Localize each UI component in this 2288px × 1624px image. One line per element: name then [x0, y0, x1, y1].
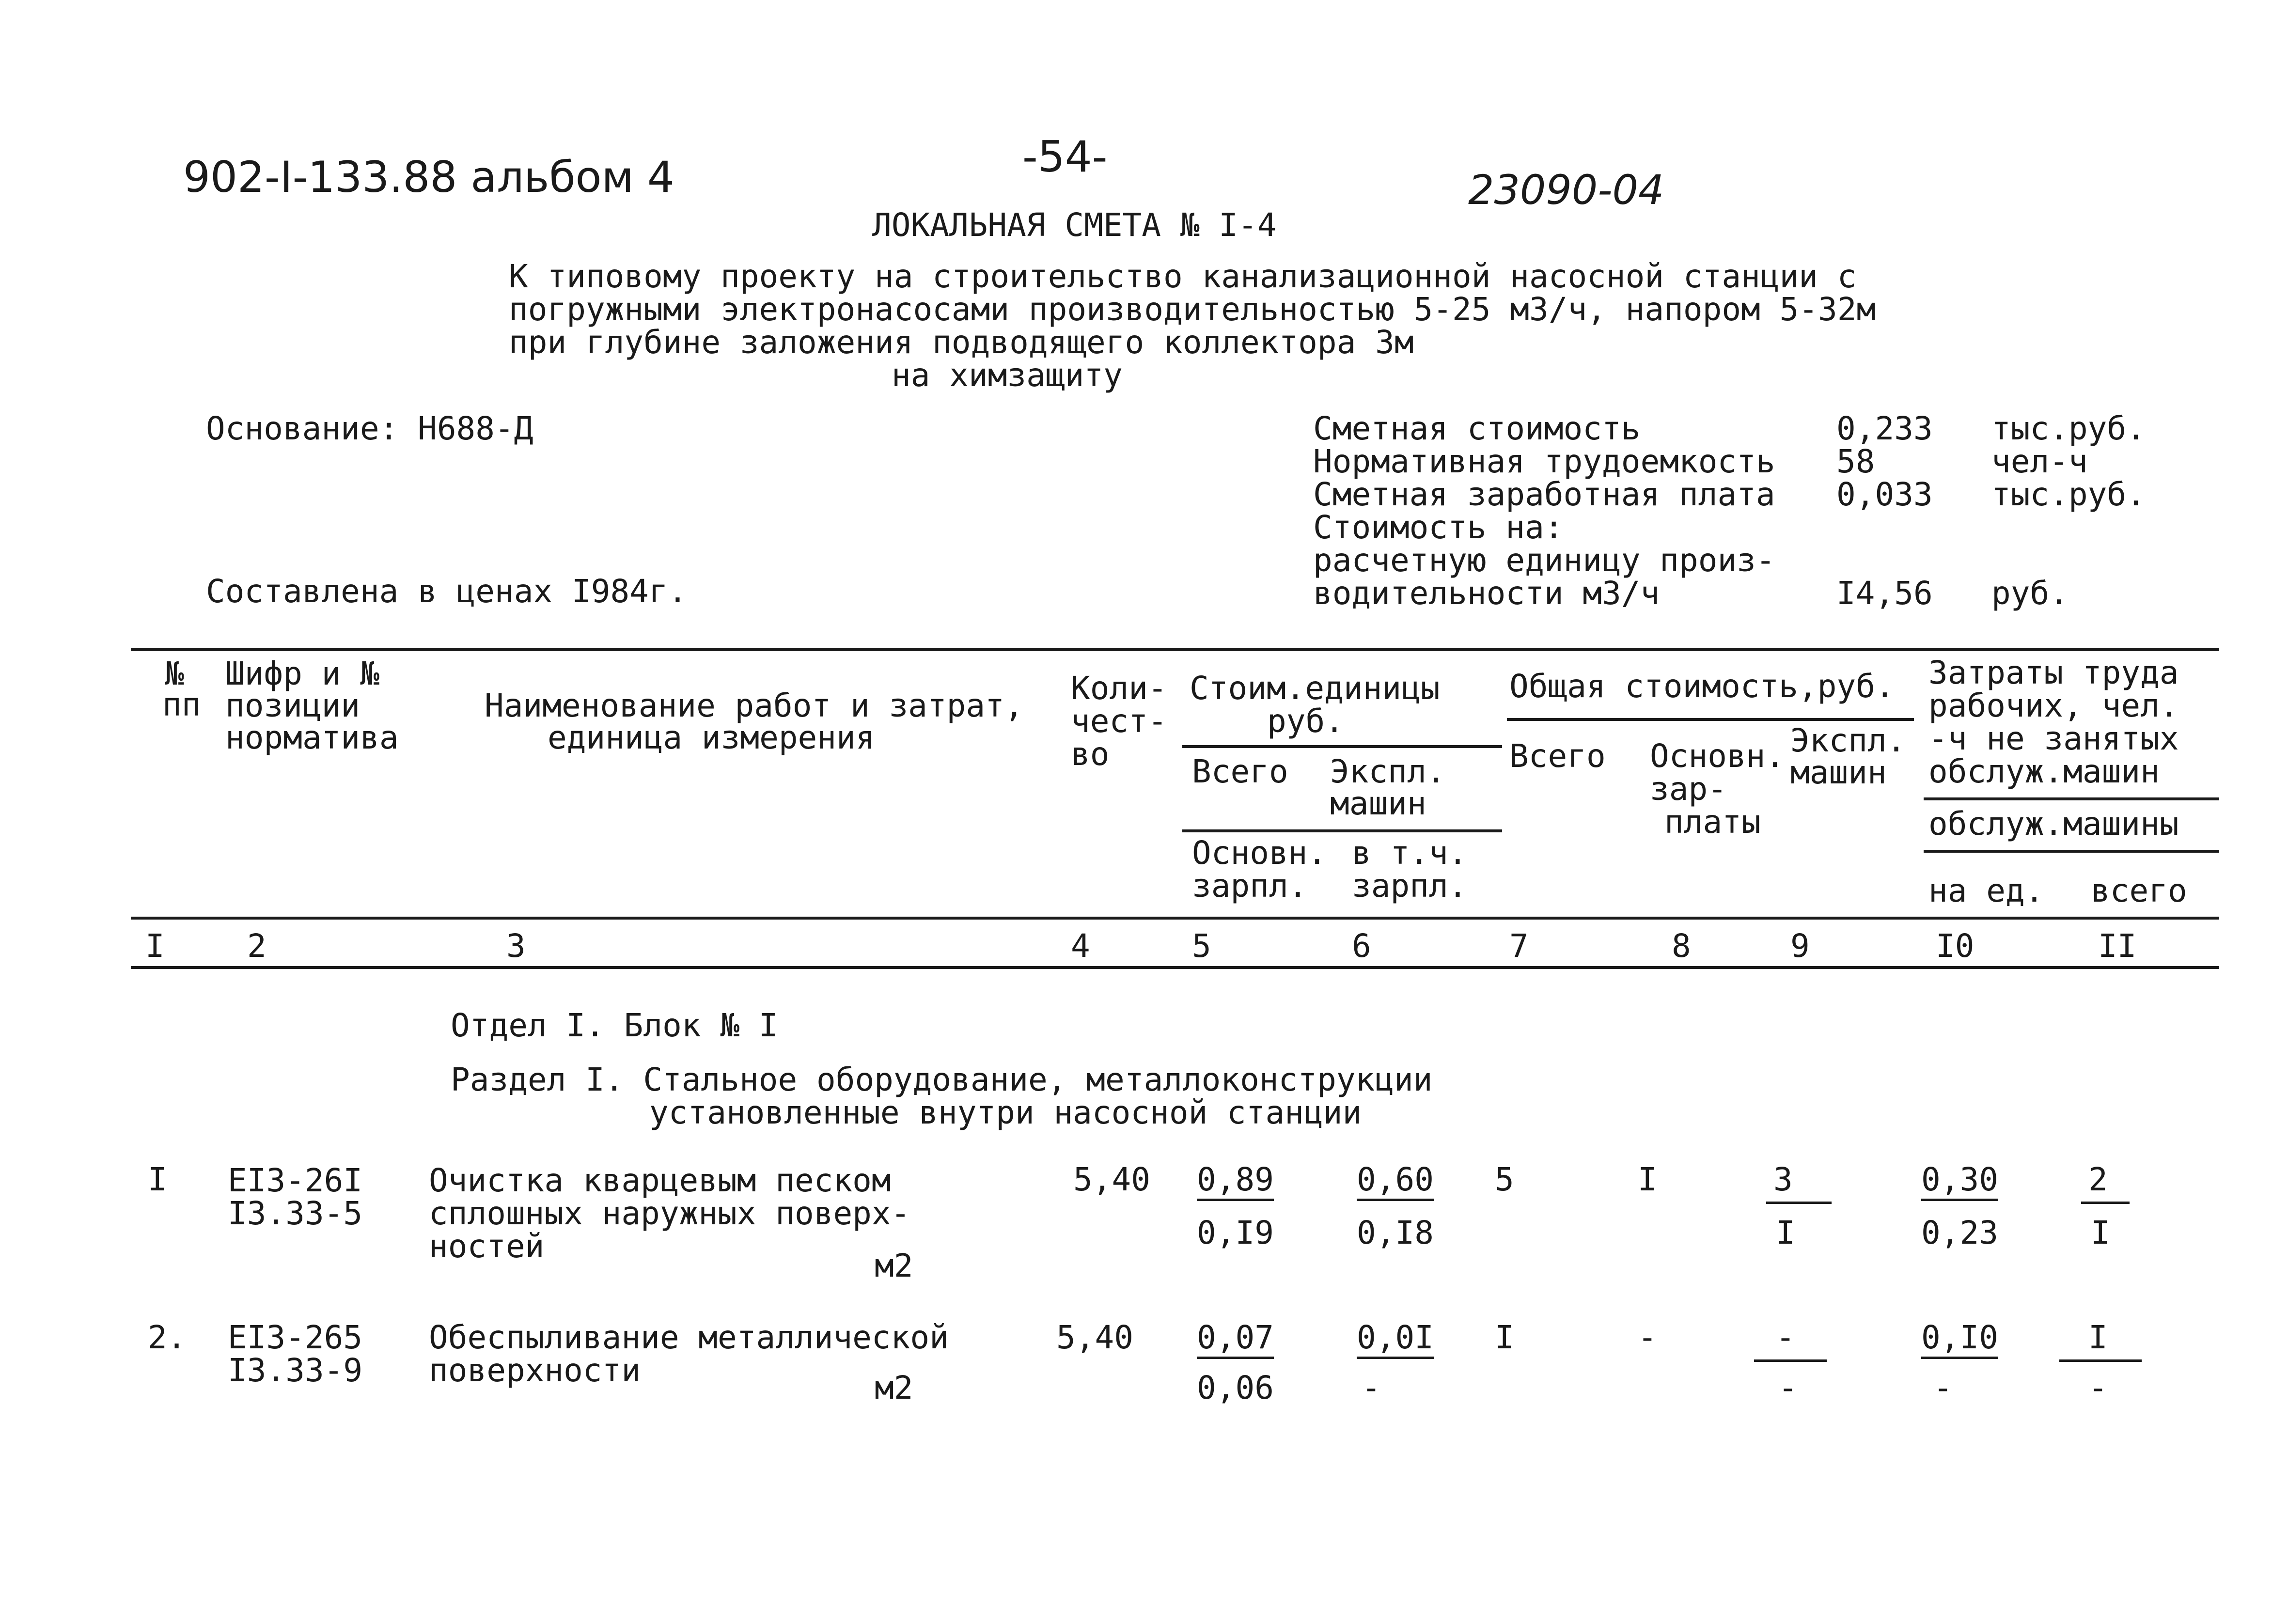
document-title: ЛОКАЛЬНАЯ СМЕТА № I-4	[872, 206, 1277, 244]
column-number: 4	[1071, 927, 1090, 965]
document-code: 902-I-133.88 альбом 4	[183, 152, 674, 202]
row-2-total-expl: -	[1776, 1319, 1795, 1356]
column-number: I	[145, 927, 165, 965]
header-unit-expl: машин	[1330, 785, 1426, 822]
header-code: Шифр и №	[225, 655, 379, 692]
column-number: 9	[1790, 927, 1810, 965]
summary-unit: тыс.руб.	[1991, 410, 2146, 447]
summary-label: Сметная стоимость	[1313, 410, 1641, 447]
header-code: норматива	[225, 719, 399, 756]
unit-cost-lower-divider	[1182, 829, 1502, 832]
header-unit-expl-wage: зарпл.	[1352, 867, 1468, 905]
header-num: пп	[162, 686, 201, 723]
row-1-num: I	[148, 1161, 167, 1198]
row-2-labor-total-underline	[2059, 1359, 2142, 1362]
header-num: №	[165, 655, 184, 692]
row-1-unit: м2	[875, 1247, 913, 1284]
header-unit-wage: зарпл.	[1192, 867, 1308, 905]
row-1-code: I3.33-5	[228, 1195, 363, 1232]
summary-value: I4,56	[1836, 575, 1933, 612]
summary-label: Нормативная трудоемкость	[1313, 443, 1775, 480]
row-2-unit-expl-wage: -	[1362, 1369, 1381, 1406]
header-labor-service: обслуж.машины	[1928, 805, 2179, 843]
header-labor: обслуж.машин	[1928, 753, 2160, 790]
header-total-wage: зар-	[1650, 770, 1727, 808]
summary-value: 0,233	[1836, 410, 1933, 447]
page-number: -54-	[1022, 132, 1108, 182]
row-1-labor-total-underline	[2081, 1202, 2130, 1204]
header-unit-expl: Экспл.	[1330, 753, 1446, 790]
labor-lower-divider	[1924, 850, 2219, 853]
summary-unit: руб.	[1991, 575, 2069, 612]
header-total-wage: Основн.	[1650, 737, 1785, 775]
row-1-name: сплошных наружных поверх-	[429, 1195, 910, 1232]
row-2-unit-total: 0,07	[1197, 1322, 1274, 1359]
column-number: II	[2098, 927, 2137, 965]
header-unit-wage: Основн.	[1192, 834, 1327, 872]
column-number: I0	[1936, 927, 1975, 965]
header-unit-cost: Стоим.единицы	[1190, 670, 1440, 707]
subtitle-line-4: на химзащиту	[892, 357, 1123, 394]
header-total-cost: Общая стоимость,руб.	[1509, 668, 1895, 705]
subtitle-line-2: погружными электронасосами производительностью 5-25 м3/ч, напором 5-32м	[509, 291, 1876, 328]
row-2-name: Обеспыливание металлической	[429, 1319, 949, 1356]
summary-value: 0,033	[1836, 476, 1933, 513]
row-1-labor-unit: 0,30	[1921, 1164, 1998, 1201]
row-2-labor-total: I	[2088, 1319, 2108, 1356]
header-code: позиции	[225, 687, 360, 724]
prices-year: Составлена в ценах I984г.	[206, 573, 688, 610]
row-2-total-expl-underline	[1754, 1359, 1827, 1362]
row-2-labor-total-service: -	[2088, 1369, 2108, 1406]
subtitle-line-3: при глубине заложения подводящего коллектора 3м	[509, 324, 1414, 361]
basis-label: Основание: Н688-Д	[206, 410, 533, 447]
column-number: 6	[1352, 927, 1371, 965]
row-2-code: I3.33-9	[228, 1352, 363, 1389]
row-1-total-expl-underline	[1766, 1202, 1832, 1204]
subsection-title: Раздел I. Стальное оборудование, металлоконструкции	[451, 1061, 1433, 1098]
row-1-code: ЕI3-26I	[228, 1162, 363, 1199]
header-labor-per-unit: на ед.	[1928, 872, 2044, 909]
row-1-qty: 5,40	[1073, 1161, 1150, 1198]
row-2-num: 2.	[148, 1319, 187, 1356]
summary-unit: тыс.руб.	[1991, 476, 2146, 513]
header-total-expl: машин	[1790, 754, 1887, 791]
row-1-total-expl: 3	[1773, 1161, 1793, 1198]
header-bottom-rule	[131, 917, 2219, 920]
row-2-labor-unit-service: -	[1933, 1369, 1953, 1406]
header-unit-total: Всего	[1192, 753, 1288, 790]
row-1-labor-total: 2	[2088, 1161, 2108, 1198]
subtitle-line-1: К типовому проекту на строительство канализационной насосной станции с	[509, 258, 1857, 295]
row-2-qty: 5,40	[1056, 1319, 1133, 1356]
row-2-total-all: I	[1495, 1319, 1514, 1356]
header-labor: Затраты труда	[1928, 654, 2179, 691]
header-qty: во	[1071, 735, 1110, 773]
header-qty: Коли-	[1071, 670, 1167, 707]
header-labor-total: всего	[2091, 872, 2187, 909]
summary-label: водительности м3/ч	[1313, 575, 1660, 612]
row-1-total-expl-wage: I	[1776, 1214, 1795, 1251]
header-name: единица измерения	[548, 719, 875, 756]
row-1-unit-expl-wage: 0,I8	[1357, 1214, 1434, 1251]
row-2-total-expl-wage: -	[1778, 1369, 1798, 1406]
row-1-labor-total-service: I	[2091, 1214, 2110, 1251]
row-2-code: ЕI3-265	[228, 1319, 363, 1356]
summary-unit: чел-ч	[1991, 443, 2088, 480]
total-cost-divider	[1507, 718, 1914, 721]
header-labor: -ч не занятых	[1928, 720, 2179, 757]
labor-divider	[1924, 797, 2219, 800]
row-1-total-wage: I	[1638, 1161, 1657, 1198]
header-total-wage: платы	[1664, 803, 1761, 841]
header-labor: рабочих, чел.	[1928, 687, 2179, 724]
archive-number: 23090-04	[1468, 166, 1664, 214]
summary-label: Стоимость на:	[1313, 509, 1564, 546]
row-2-unit-expl: 0,0I	[1357, 1322, 1434, 1359]
unit-cost-divider	[1182, 745, 1502, 748]
row-2-total-wage: -	[1638, 1319, 1657, 1356]
row-2-unit-wage: 0,06	[1197, 1369, 1274, 1406]
subsection-title: установленные внутри насосной станции	[649, 1094, 1362, 1131]
column-number-rule	[131, 966, 2219, 969]
header-total-all: Всего	[1509, 737, 1606, 775]
section-title: Отдел I. Блок № I	[451, 1007, 778, 1044]
header-name: Наименование работ и затрат,	[485, 687, 1024, 724]
summary-value: 58	[1836, 443, 1875, 480]
table-top-rule	[131, 648, 2219, 651]
summary-label: Сметная заработная плата	[1313, 476, 1775, 513]
column-number: 3	[506, 927, 526, 965]
header-unit-cost: руб.	[1267, 703, 1344, 740]
row-2-unit: м2	[875, 1369, 913, 1406]
column-number: 8	[1672, 927, 1691, 965]
row-2-labor-unit: 0,I0	[1921, 1322, 1998, 1359]
column-number: 2	[247, 927, 266, 965]
row-1-total-all: 5	[1495, 1161, 1514, 1198]
row-1-name: Очистка кварцевым песком	[429, 1162, 891, 1199]
column-number: 5	[1192, 927, 1211, 965]
column-number: 7	[1509, 927, 1529, 965]
row-1-unit-total: 0,89	[1197, 1164, 1274, 1201]
row-1-labor-unit-service: 0,23	[1921, 1214, 1998, 1251]
row-1-unit-wage: 0,I9	[1197, 1214, 1274, 1251]
header-unit-expl-wage: в т.ч.	[1352, 834, 1468, 872]
row-1-unit-expl: 0,60	[1357, 1164, 1434, 1201]
summary-label: расчетную единицу произ-	[1313, 542, 1775, 579]
row-2-name: поверхности	[429, 1352, 641, 1389]
header-qty: чест-	[1071, 703, 1167, 740]
row-1-name: ностей	[429, 1228, 545, 1265]
header-total-expl: Экспл.	[1790, 722, 1906, 759]
